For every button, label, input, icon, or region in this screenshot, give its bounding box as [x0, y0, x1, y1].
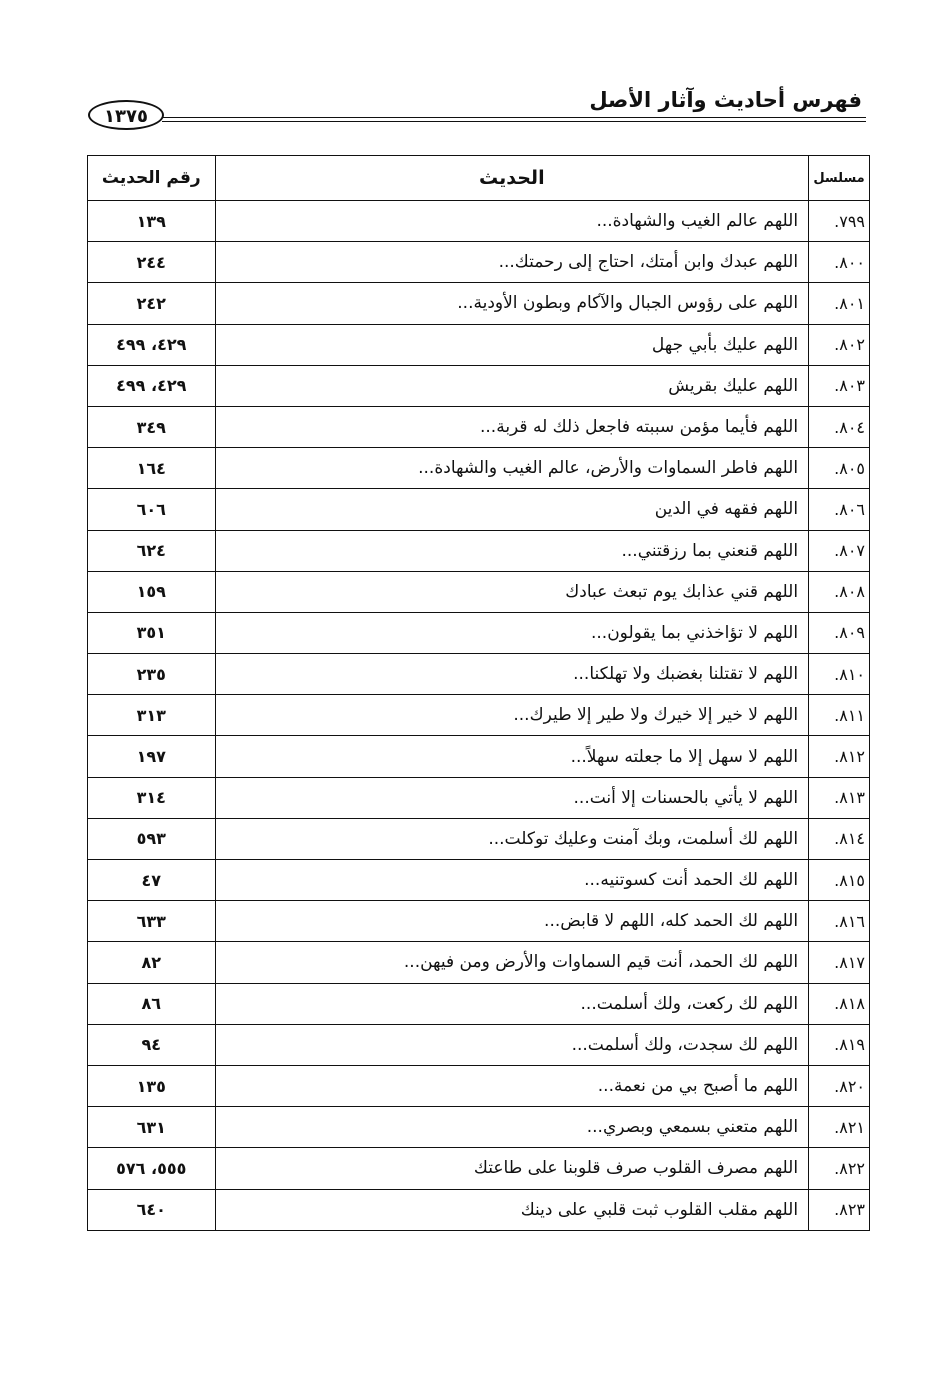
serial-cell: ٨٠٧. — [809, 530, 870, 571]
table-row — [88, 406, 870, 447]
table-row — [88, 242, 870, 283]
serial-cell: ٨٠٢. — [809, 324, 870, 365]
hadith-cell: اللهم قنعني بما رزقتني... — [215, 530, 809, 571]
ref-cell: ٦٠٦ — [88, 489, 216, 530]
table-row — [88, 571, 870, 612]
hadith-cell: اللهم مصرف القلوب صرف قلوبنا على طاعتك — [215, 1148, 809, 1189]
ref-cell: ٣٤٩ — [88, 406, 216, 447]
ref-cell: ٥٥٥، ٥٧٦ — [88, 1148, 216, 1189]
serial-cell: ٧٩٩. — [809, 201, 870, 242]
ref-cell: ٣١٣ — [88, 695, 216, 736]
serial-cell: ٨٠٤. — [809, 406, 870, 447]
ref-cell: ١٣٥ — [88, 1065, 216, 1106]
serial-cell: ٨١٧. — [809, 942, 870, 983]
table-row — [88, 283, 870, 324]
serial-cell: ٨١٢. — [809, 736, 870, 777]
table-row — [88, 654, 870, 695]
serial-cell: ٨٠١. — [809, 283, 870, 324]
table-row — [88, 1024, 870, 1065]
hadith-cell: اللهم لك ركعت، ولك أسلمت... — [215, 983, 809, 1024]
table-row — [88, 448, 870, 489]
hadith-cell: اللهم لا يأتي بالحسنات إلا أنت... — [215, 777, 809, 818]
ref-cell: ١٥٩ — [88, 571, 216, 612]
serial-cell: ٨٢٣. — [809, 1189, 870, 1230]
serial-cell: ٨١٤. — [809, 818, 870, 859]
header-hadith: الحديث — [215, 156, 809, 201]
table-row — [88, 612, 870, 653]
ref-cell: ٣٥١ — [88, 612, 216, 653]
ref-cell: ٤٢٩، ٤٩٩ — [88, 324, 216, 365]
table-row — [88, 530, 870, 571]
hadith-cell: اللهم فاطر السماوات والأرض، عالم الغيب والشهادة... — [215, 448, 809, 489]
ref-cell: ١٩٧ — [88, 736, 216, 777]
running-head-title: فهرس أحاديث وآثار الأصل — [589, 88, 862, 112]
hadith-cell: اللهم مقلب القلوب ثبت قلبي على دينك — [215, 1189, 809, 1230]
hadith-cell: اللهم عليك بقريش — [215, 365, 809, 406]
ref-cell: ١٣٩ — [88, 201, 216, 242]
ref-cell: ٨٦ — [88, 983, 216, 1024]
ref-cell: ٦٣٣ — [88, 901, 216, 942]
hadith-cell: اللهم عالم الغيب والشهادة... — [215, 201, 809, 242]
hadith-cell: اللهم ما أصبح بي من نعمة... — [215, 1065, 809, 1106]
ref-cell: ٦٢٤ — [88, 530, 216, 571]
ref-cell: ٤٢٩، ٤٩٩ — [88, 365, 216, 406]
serial-cell: ٨١٠. — [809, 654, 870, 695]
serial-cell: ٨١٣. — [809, 777, 870, 818]
ref-cell: ٦٤٠ — [88, 1189, 216, 1230]
serial-cell: ٨٢٢. — [809, 1148, 870, 1189]
table-row — [88, 489, 870, 530]
header-ref: رقم الحديث — [88, 156, 216, 201]
hadith-cell: اللهم لك الحمد، أنت قيم السماوات والأرض ومن فيهن... — [215, 942, 809, 983]
ref-cell: ٢٤٤ — [88, 242, 216, 283]
page-number: ١٣٧٥ — [88, 100, 164, 130]
serial-cell: ٨٠٥. — [809, 448, 870, 489]
table-row — [88, 1189, 870, 1230]
hadith-cell: اللهم لك الحمد أنت كسوتنيه... — [215, 860, 809, 901]
header-serial: مسلسل — [809, 156, 870, 201]
serial-cell: ٨١٩. — [809, 1024, 870, 1065]
ref-cell: ٣١٤ — [88, 777, 216, 818]
table-row — [88, 201, 870, 242]
serial-cell: ٨٠٩. — [809, 612, 870, 653]
hadith-cell: اللهم فأيما مؤمن سببته فاجعل ذلك له قربة... — [215, 406, 809, 447]
table-row — [88, 942, 870, 983]
header-rule — [162, 121, 866, 122]
table-row — [88, 1107, 870, 1148]
serial-cell: ٨١٥. — [809, 860, 870, 901]
ref-cell: ٥٩٣ — [88, 818, 216, 859]
serial-cell: ٨٠٠. — [809, 242, 870, 283]
ref-cell: ٢٣٥ — [88, 654, 216, 695]
table-row — [88, 860, 870, 901]
table-body — [88, 201, 870, 1231]
table-row — [88, 736, 870, 777]
serial-cell: ٨٢٠. — [809, 1065, 870, 1106]
hadith-cell: اللهم لك أسلمت، وبك آمنت وعليك توكلت... — [215, 818, 809, 859]
table-row — [88, 1148, 870, 1189]
hadith-cell: اللهم لك سجدت، ولك أسلمت... — [215, 1024, 809, 1065]
hadith-cell: اللهم عبدك وابن أمتك، احتاج إلى رحمتك... — [215, 242, 809, 283]
table-row — [88, 1065, 870, 1106]
header-rule — [162, 117, 866, 118]
hadith-cell: اللهم لا تؤاخذني بما يقولون... — [215, 612, 809, 653]
hadith-index-table — [87, 155, 870, 1231]
hadith-cell: اللهم على رؤوس الجبال والآكام وبطون الأودية... — [215, 283, 809, 324]
hadith-cell: اللهم لك الحمد كله، اللهم لا قابض... — [215, 901, 809, 942]
hadith-cell: اللهم قني عذابك يوم تبعث عبادك — [215, 571, 809, 612]
serial-cell: ٨٠٣. — [809, 365, 870, 406]
table-row — [88, 324, 870, 365]
ref-cell: ٢٤٢ — [88, 283, 216, 324]
ref-cell: ٤٧ — [88, 860, 216, 901]
ref-cell: ٨٢ — [88, 942, 216, 983]
hadith-cell: اللهم لا خير إلا خيرك ولا طير إلا طيرك... — [215, 695, 809, 736]
hadith-cell: اللهم عليك بأبي جهل — [215, 324, 809, 365]
hadith-cell: اللهم لا تقتلنا بغضبك ولا تهلكنا... — [215, 654, 809, 695]
serial-cell: ٨٠٨. — [809, 571, 870, 612]
serial-cell: ٨٢١. — [809, 1107, 870, 1148]
table-row — [88, 365, 870, 406]
ref-cell: ٦٣١ — [88, 1107, 216, 1148]
ref-cell: ٩٤ — [88, 1024, 216, 1065]
hadith-cell: اللهم فقهه في الدين — [215, 489, 809, 530]
ref-cell: ١٦٤ — [88, 448, 216, 489]
table-row — [88, 983, 870, 1024]
table-row — [88, 777, 870, 818]
serial-cell: ٨١١. — [809, 695, 870, 736]
table-row — [88, 901, 870, 942]
hadith-cell: اللهم لا سهل إلا ما جعلته سهلاً... — [215, 736, 809, 777]
hadith-cell: اللهم متعني بسمعي وبصري... — [215, 1107, 809, 1148]
serial-cell: ٨١٨. — [809, 983, 870, 1024]
running-head — [88, 88, 866, 128]
serial-cell: ٨٠٦. — [809, 489, 870, 530]
serial-cell: ٨١٦. — [809, 901, 870, 942]
table-row — [88, 818, 870, 859]
table-row — [88, 695, 870, 736]
table-header-row — [88, 156, 870, 201]
